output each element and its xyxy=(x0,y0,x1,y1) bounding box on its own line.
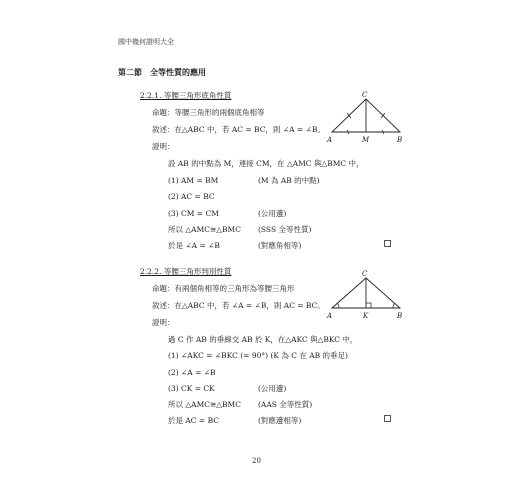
label-m: M xyxy=(362,136,370,144)
section-title: 第二節 全等性質的應用 xyxy=(118,67,206,77)
label-k: K xyxy=(363,312,369,320)
proof-2-congruence: 所以 △AMC≅△BMC xyxy=(168,400,241,409)
label-b: B xyxy=(397,136,403,144)
proof-1-reason-conclusion: (對應角相等) xyxy=(258,241,302,250)
book-title: 國中幾何證明大全 xyxy=(118,38,174,46)
label-b-2: B xyxy=(397,312,403,320)
proof-label-2: 證明： xyxy=(152,318,175,327)
qed-box-1 xyxy=(384,240,391,247)
proof-2-conclusion: 於是 AC = BC xyxy=(168,416,219,425)
proof-1-congruence: 所以 △AMC≅△BMC xyxy=(168,225,241,234)
qed-box-2 xyxy=(384,415,391,422)
proof-2-reason-conclusion: (對應邊相等) xyxy=(258,416,302,425)
label-c: C xyxy=(362,91,368,99)
proof-2-step-3: (3) CK = CK xyxy=(168,384,215,393)
label-c-2: C xyxy=(362,270,368,278)
page-number: 20 xyxy=(252,457,261,465)
subsection-heading-2: 2.2.2. 等腰三角形判別性質 xyxy=(140,267,232,276)
proof-1-step-3: (3) CM = CM xyxy=(168,209,219,218)
proof-2-reason-3: (公用邊) xyxy=(258,384,287,393)
label-a: A xyxy=(327,136,333,144)
proof-1-step-2: (2) AC = BC xyxy=(168,192,215,201)
subsection-heading-1: 2.2.1. 等腰三角形底角性質 xyxy=(140,91,232,100)
isosceles-triangle-figure-1 xyxy=(322,90,410,148)
proof-label-1: 證明： xyxy=(152,142,175,151)
proof-2-step-1: (1) ∠AKC = ∠BKC (= 90°) (K 為 C 在 AB 的垂足) xyxy=(168,351,348,360)
proof-1-step-1: (1) AM = BM xyxy=(168,176,219,185)
label-a-2: A xyxy=(327,312,333,320)
proof-2-step-2: (2) ∠A = ∠B xyxy=(168,368,216,377)
proof-1-reason-3: (公用邊) xyxy=(258,209,287,218)
proposition-2: 命題：有兩個角相等的三角形為等腰三角形 xyxy=(152,284,295,293)
proof-1-setup: 設 AB 的中點為 M，連接 CM，在 △AMC 與△BMC 中， xyxy=(168,159,364,168)
right-angle-mark xyxy=(366,303,371,308)
statement-2: 敘述：在△ABC 中，若 ∠A = ∠B，則 AC = BC。 xyxy=(152,301,325,310)
isosceles-triangle-figure-2 xyxy=(322,268,410,324)
proof-2-reason-congruence: (AAS 全等性質) xyxy=(258,400,313,409)
proof-1-reason-congruence: (SSS 全等性質) xyxy=(258,225,312,234)
angle-mark-a xyxy=(338,304,340,309)
statement-1: 敘述：在△ABC 中，若 AC = BC，則 ∠A = ∠B。 xyxy=(152,125,325,134)
proof-2-setup: 過 C 作 AB 的垂線交 AB 於 K，在△AKC 與△BKC 中， xyxy=(168,335,358,344)
angle-mark-b xyxy=(393,304,395,309)
proof-1-conclusion: 於是 ∠A = ∠B xyxy=(168,241,220,250)
proof-1-reason-1: (M 為 AB 的中點) xyxy=(258,176,320,185)
proposition-1: 命題：等腰三角形的兩個底角相等 xyxy=(152,108,265,117)
